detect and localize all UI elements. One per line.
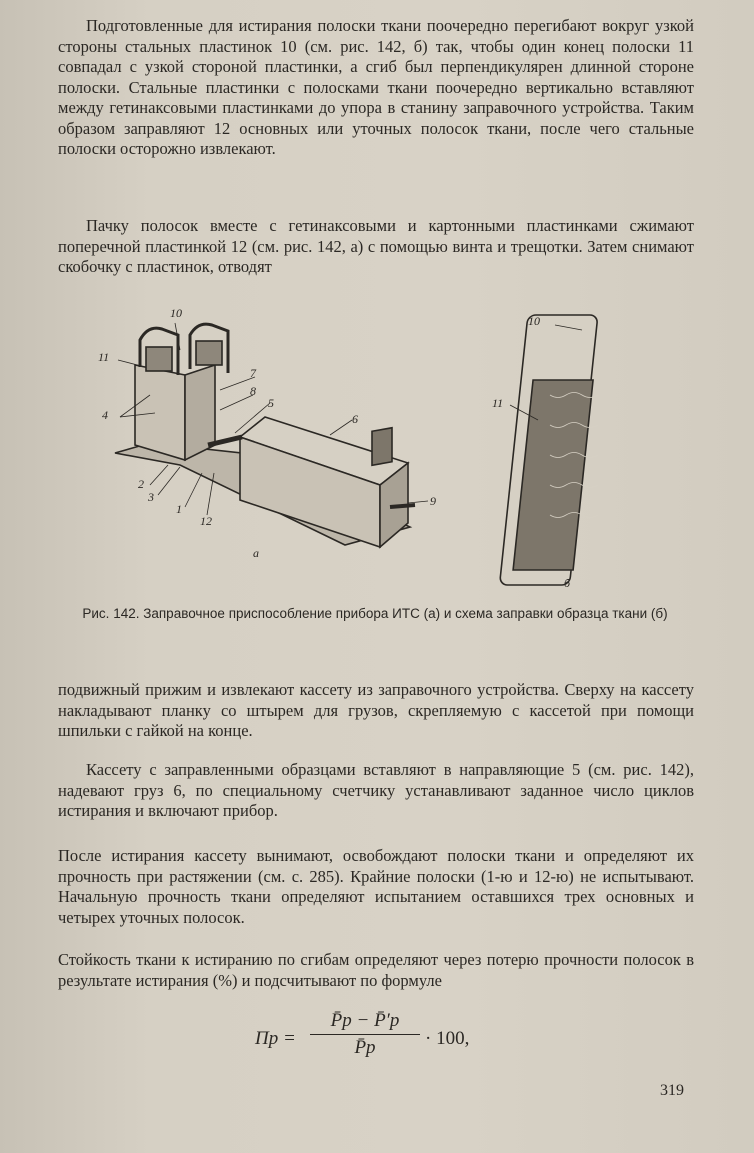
- paragraph-4: Кассету с заправленными образцами вставляют в направляющие 5 (см. рис. 142), надевают груз 6, по специальному счетчику устанавливают заданное число циклов истирания и включают прибор.: [58, 760, 694, 820]
- sublabel-a: а: [253, 546, 259, 560]
- formula-numerator: P̄р − P̄′р: [310, 1010, 420, 1035]
- sublabel-b: б: [564, 576, 571, 590]
- callout-a-9: 9: [430, 494, 436, 508]
- paragraph-6: Стойкость ткани к истиранию по сгибам определяют через потерю прочности полосок в результате истирания (%) и подсчитывают по формуле: [58, 950, 694, 990]
- callout-a-11: 11: [98, 350, 110, 364]
- callout-a-1: 1: [176, 502, 182, 516]
- callout-a-3: 3: [148, 490, 154, 504]
- paragraph-3: подвижный прижим и извлекают кассету из заправочного устройства. Сверху на кассету накладывают планку со штырем для грузов, скрепляемую с кассетой при помощи шпильки с гайкой на конце.: [58, 680, 694, 740]
- paragraph-2: Пачку полосок вместе с гетинаксовыми и картонными пластинками сжимают поперечной пластинкой 12 (см. рис. 142, а) с помощью винта и трещотки. Затем снимают скобочку с пластинок, отводят: [58, 216, 694, 276]
- callout-a-5: 5: [268, 396, 274, 410]
- callout-a-2: 2: [138, 477, 144, 491]
- formula: [255, 1008, 515, 1074]
- callout-a-6: 6: [352, 412, 358, 426]
- formula-lhs: Пр =: [255, 1028, 296, 1049]
- figure-142: [90, 295, 690, 595]
- formula-denominator: P̄р: [354, 1037, 376, 1058]
- callout-b-11: 11: [492, 396, 504, 410]
- callout-a-8: 8: [250, 384, 256, 398]
- page-number: 319: [660, 1082, 684, 1099]
- callout-a-4: 4: [102, 408, 108, 422]
- callout-a-7: 7: [250, 366, 256, 380]
- callout-a-12: 12: [200, 514, 212, 528]
- callout-b-10: 10: [528, 314, 540, 328]
- callout-a-10: 10: [170, 306, 182, 320]
- figure-caption: Рис. 142. Заправочное приспособление прибора ИТС (а) и схема заправки образца ткани (б): [82, 606, 668, 621]
- formula-fraction: [310, 1010, 420, 1059]
- formula-tail: · 100,: [425, 1028, 470, 1049]
- paragraph-5: После истирания кассету вынимают, освобождают полоски ткани и определяют их прочность при растяжении (см. с. 285). Крайние полоски (1-ю и 12-ю) не испытывают. Начальную прочность ткани определяют испытанием оставшихся трех основных и четырех уточных полосок.: [58, 846, 694, 927]
- paragraph-1: Подготовленные для истирания полоски ткани поочередно перегибают вокруг узкой стороны стальных пластинок 10 (см. рис. 142, б) так, чтобы один конец полоски 11 совпадал с узкой стороной пластинки, а сгиб был перпендикулярен длинной стороне полоски. Стальные пластинки с полосками ткани поочередно вертикально вставляют между гетинаксовыми пластинками до упора в станину заправочного устройства. Таким образом заправляют 12 основных или уточных полосок ткани, после чего стальные полоски осторожно извлекают.: [58, 16, 694, 158]
